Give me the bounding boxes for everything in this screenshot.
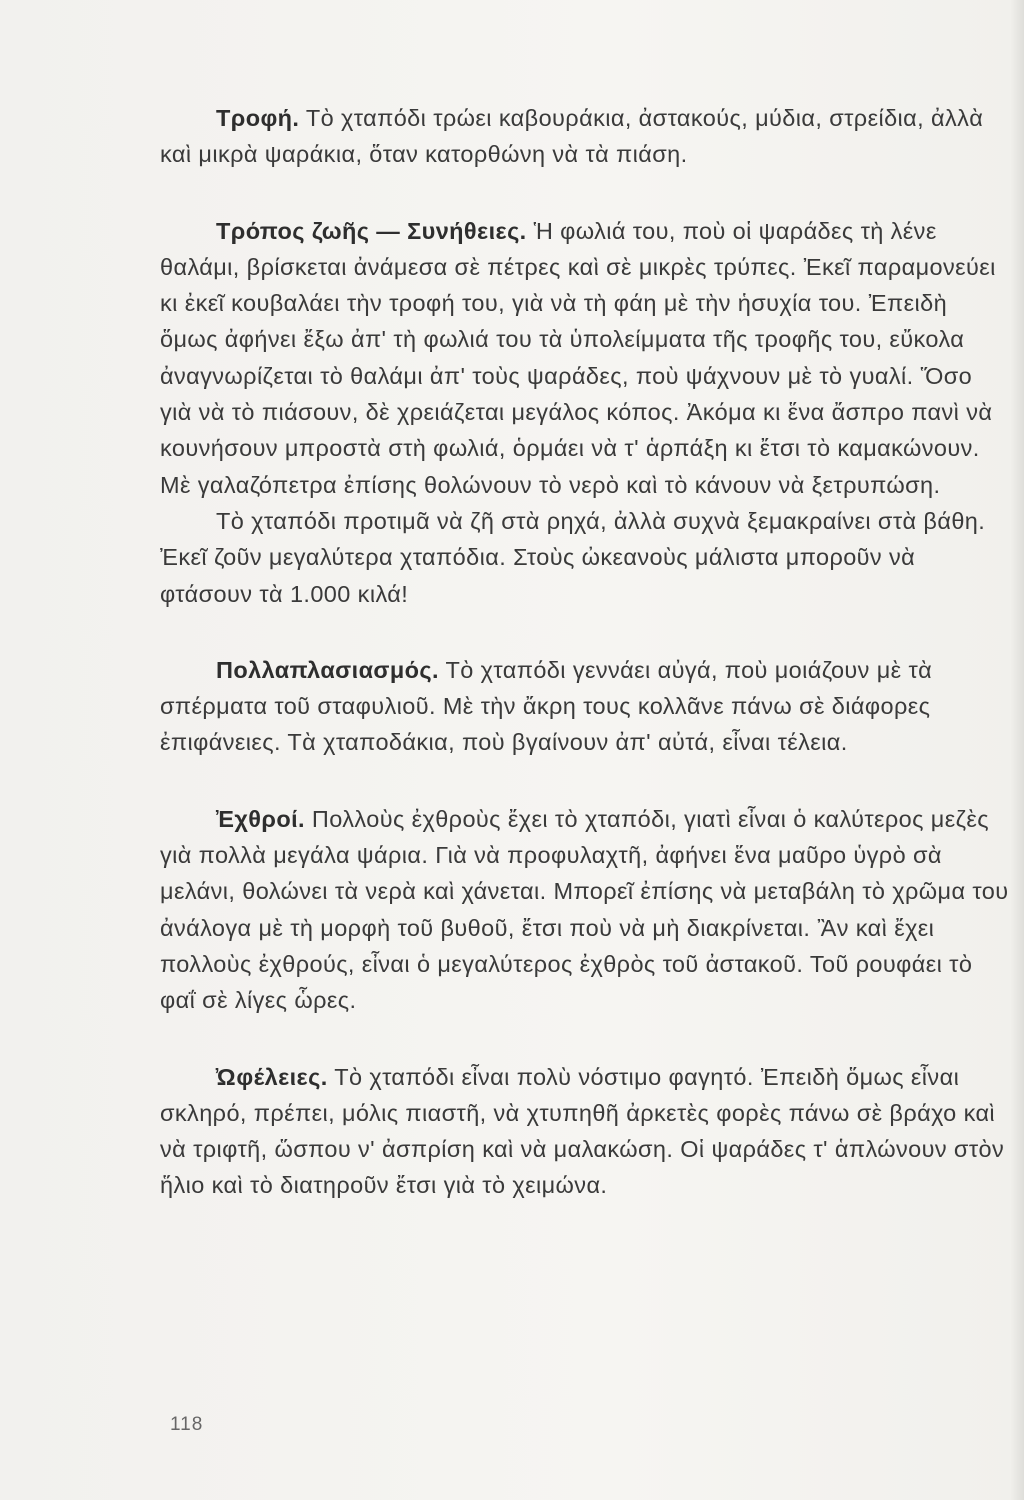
paragraph-text: Τὸ χταπόδι εἶναι πολὺ νόστιμο φαγητό. Ἐπειδὴ ὅμως εἶναι σκληρό, πρέπει, μόλις πιαστῆ, νὰ χτυπηθῆ ἀρκετὲς φορὲς πάνω σὲ βράχο καὶ νὰ τριφτῆ, ὥσπου ν' ἀσπρίση καὶ νὰ μαλακώση. Οἱ ψαράδες τ' ἁπλώνουν στὸν ἥλιο καὶ τὸ διατηροῦν ἔτσι γιὰ τὸ χειμώνα. bbox=[160, 1063, 1005, 1199]
paragraph bbox=[160, 1059, 1010, 1204]
section-reproduction bbox=[160, 652, 1010, 761]
paragraph-text: Τὸ χταπόδι τρώει καβουράκια, ἀστακούς, μύδια, στρείδια, ἀλλὰ καὶ μικρὰ ψαράκια, ὅταν κατορθώνη νὰ τὰ πιάση. bbox=[160, 105, 984, 168]
section-way-of-life bbox=[160, 213, 1010, 612]
section-enemies bbox=[160, 801, 1010, 1019]
section-heading: Ἐχθροί. bbox=[216, 805, 305, 832]
section-heading: Τροφή. bbox=[216, 105, 300, 131]
section-food bbox=[160, 100, 1010, 173]
paragraph bbox=[160, 801, 1010, 1019]
section-heading: Τρόπος ζωῆς — Συνήθειες. bbox=[216, 217, 527, 244]
paragraph bbox=[160, 100, 1010, 173]
paragraph-text: Τὸ χταπόδι γεννάει αὐγά, ποὺ μοιάζουν μὲ τὰ σπέρματα τοῦ σταφυλιοῦ. Μὲ τὴν ἄκρη τους κολλᾶνε πάνω σὲ διάφορες ἐπιφάνειες. Τὰ χταποδάκια, ποὺ βγαίνουν ἀπ' αὐτά, εἶναι τέλεια. bbox=[160, 656, 933, 756]
section-benefits bbox=[160, 1059, 1010, 1204]
paragraph: Τὸ χταπόδι προτιμᾶ νὰ ζῆ στὰ ρηχά, ἀλλὰ συχνὰ ξεμακραίνει στὰ βάθη. Ἐκεῖ ζοῦν μεγαλύτερα χταπόδια. Στοὺς ὠκεανοὺς μάλιστα μποροῦν νὰ φτάσουν τὰ 1.000 κιλά! bbox=[160, 507, 986, 607]
section-heading: Πολλαπλασιασμός. bbox=[216, 656, 439, 683]
paragraph-text: Πολλοὺς ἐχθροὺς ἔχει τὸ χταπόδι, γιατὶ εἶναι ὁ καλύτερος μεζὲς γιὰ πολλὰ μεγάλα ψάρια. Γιὰ νὰ προφυλαχτῆ, ἀφήνει ἕνα μαῦρο ὑγρὸ σὰ μελάνι, θολώνει τὰ νερὰ καὶ χάνεται. Μπορεῖ ἐπίσης νὰ μεταβάλη τὸ χρῶμα του ἀνάλογα μὲ τὴ μορφὴ τοῦ βυθοῦ, ἔτσι ποὺ νὰ μὴ διακρίνεται. Ἂν καὶ ἔχει πολλοὺς ἐχθρούς, εἶναι ὁ μεγαλύτερος ἐχθρὸς τοῦ ἀστακοῦ. Τοῦ ρουφάει τὸ φαΐ σὲ λίγες ὧρες. bbox=[160, 805, 1009, 1014]
paragraph bbox=[160, 652, 1010, 761]
section-heading: Ὠφέλειες. bbox=[216, 1063, 328, 1090]
paragraph bbox=[160, 213, 1010, 503]
paragraph-text: Ἡ φωλιά του, ποὺ οἱ ψαράδες τὴ λένε θαλάμι, βρίσκεται ἀνάμεσα σὲ πέτρες καὶ σὲ μικρὲς τρύπες. Ἐκεῖ παραμονεύει κι ἐκεῖ κουβαλάει τὴν τροφή του, γιὰ νὰ τὴ φάη μὲ τὴν ἡσυχία του. Ἐπειδὴ ὅμως ἀφήνει ἔξω ἀπ' τὴ φωλιά του τὰ ὑπολείμματα τῆς τροφῆς του, εὔκολα ἀναγνωρίζεται τὸ θαλάμι ἀπ' τοὺς ψαράδες, ποὺ ψάχνουν μὲ τὸ γυαλί. Ὅσο γιὰ νὰ τὸ πιάσουν, δὲ χρειάζεται μεγάλος κόπος. Ἀκόμα κι ἕνα ἄσπρο πανὶ νὰ κουνήσουν μπροστὰ στὴ φωλιά, ὁρμάει νὰ τ' ἁρπάξη κι ἔτσι τὸ καμακώνουν. Μὲ γαλαζόπετρα ἐπίσης θολώνουν τὸ νερὸ καὶ τὸ κάνουν νὰ ξετρυπώση. bbox=[160, 217, 996, 498]
page-number: 118 bbox=[170, 1414, 204, 1435]
page-content bbox=[160, 100, 1010, 1244]
page-spine-shadow bbox=[1010, 0, 1024, 1500]
